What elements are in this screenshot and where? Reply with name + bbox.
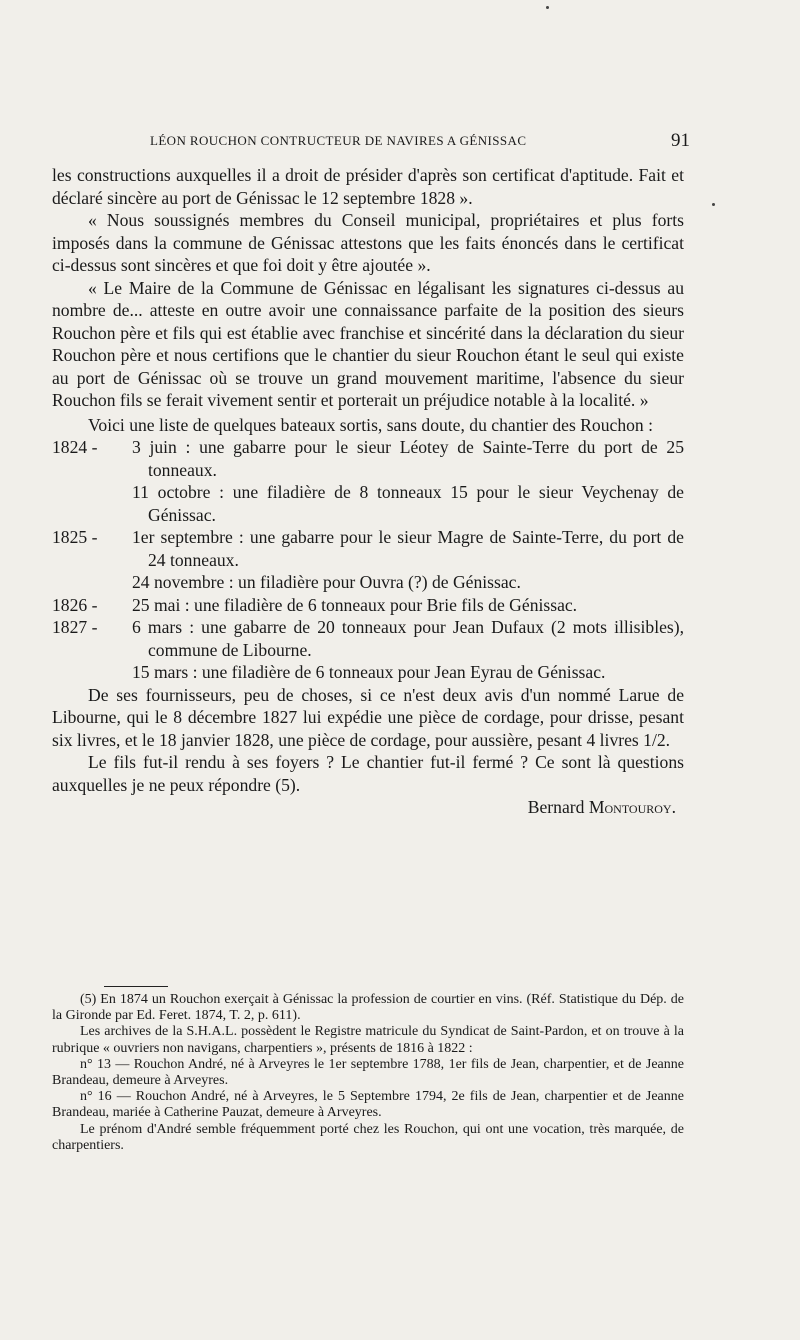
page-number: 91 [671, 130, 690, 151]
paragraph-mayor-quote: « Le Maire de la Commune de Génissac en légalisant les signatures ci-dessus au nombre de... atteste en outre avoir une connaissance parfaite de la position des sieurs Rouchon père et fils qui est établie avec franchise et sincérité dans la déclaration du sieur Rouchon père et nous certifions que le chantier du sieur Rouchon étant le seul qui existe au port de Génissac où se trouve un grand mouvement maritime, l'absence du sieur Rouchon fils se ferait vivement sentir et porterait un préjudice notable à la localité. » [52, 277, 684, 410]
main-text [52, 164, 684, 819]
entry-year: 1826 - [52, 594, 98, 615]
author-signature [52, 796, 684, 819]
paper-speck [546, 6, 549, 9]
entry-year: 1827 - [52, 617, 98, 637]
page-header [150, 130, 690, 154]
paragraph-questions: Le fils fut-il rendu à ses foyers ? Le chantier fut-il fermé ? Ce sont là questions auxquelles je ne peux répondre (5). [52, 752, 684, 795]
entry-item: 1er septembre : une gabarre pour le sieur Magre de Sainte-Terre, du port de 24 tonneaux. [132, 527, 684, 570]
entry-item: 15 mars : une filadière de 6 tonneaux pour Jean Eyrau de Génissac. [132, 662, 606, 682]
entry-year: 1825 - [52, 527, 98, 547]
boat-list-entry [52, 526, 684, 594]
boat-list [52, 436, 684, 684]
entry-item: 6 mars : une gabarre de 20 tonneaux pour Jean Dufaux (2 mots illisibles), commune de Libourne. [132, 617, 684, 660]
footnote-rule [104, 986, 168, 987]
entry-item: 25 mai : une filadière de 6 tonneaux pour Brie fils de Génissac. [132, 594, 578, 615]
running-title: LÉON ROUCHON CONTRUCTEUR DE NAVIRES A GÉNISSAC [150, 133, 527, 148]
entry-item: 24 novembre : un filadière pour Ouvra (?) de Génissac. [132, 572, 521, 592]
footnote-record-13: n° 13 — Rouchon André, né à Arveyres le 1er septembre 1788, 1er fils de Jean, charpentier, et de Jeanne Brandeau, demeure à Arveyres. [52, 1056, 684, 1089]
paragraph-certificate-end: les constructions auxquelles il a droit de présider d'après son certificat d'aptitude. Fait et déclaré sincère au port de Génissac le 12 septembre 1828 ». [52, 165, 684, 208]
footnotes [52, 992, 684, 1154]
signature-first-name: Bernard [527, 797, 585, 817]
paragraph-suppliers: De ses fournisseurs, peu de choses, si ce n'est deux avis d'un nommé Larue de Libourne, qui le 8 décembre 1827 lui expédie une pièce de cordage, pour drisse, pesant six livres, et le 18 janvier 1828, une pièce de cordage, pour aussière, pesant 4 livres 1/2. [52, 684, 684, 750]
entry-year: 1824 - [52, 437, 98, 457]
entry-item: 3 juin : une gabarre pour le sieur Léotey de Sainte-Terre du port de 25 tonneaux. [132, 437, 684, 480]
boat-list-entry [52, 436, 684, 526]
paper-speck [712, 203, 715, 206]
footnote-archives: Les archives de la S.H.A.L. possèdent le Registre matricule du Syndicat de Saint-Pardon, et on trouve à la rubrique « ouvriers non navigans, charpentiers », présents de 1816 à 1822 : [52, 1024, 684, 1056]
signature-last-name: Montouroy. [588, 797, 676, 817]
paragraph-boat-list-intro: Voici une liste de quelques bateaux sortis, sans doute, du chantier des Rouchon : [88, 414, 654, 435]
footnote-5: (5) En 1874 un Rouchon exerçait à Génissac la profession de courtier en vins. (Réf. Statistique du Dép. de la Gironde par Ed. Feret. 1874, T. 2, p. 611). [52, 992, 684, 1024]
boat-list-entry [52, 616, 684, 684]
paragraph-council-quote: « Nous soussignés membres du Conseil municipal, propriétaires et plus forts imposés dans la commune de Génissac attestons que les faits énoncés dans le certificat ci-dessus sont sincères et que foi doit y être ajoutée ». [52, 210, 684, 275]
boat-list-entry [52, 594, 684, 617]
footnote-record-16: n° 16 — Rouchon André, né à Arveyres, le 5 Septembre 1794, 2e fils de Jean, charpentier et de Jeanne Brandeau, mariée à Catherine Pauzat, demeure à Arveyres. [52, 1089, 684, 1121]
footnote-first-name: Le prénom d'André semble fréquemment porté chez les Rouchon, qui ont une vocation, très marquée, de charpentiers. [52, 1121, 684, 1153]
entry-item: 11 octobre : une filadière de 8 tonneaux 15 pour le sieur Veychenay de Génissac. [132, 482, 684, 525]
